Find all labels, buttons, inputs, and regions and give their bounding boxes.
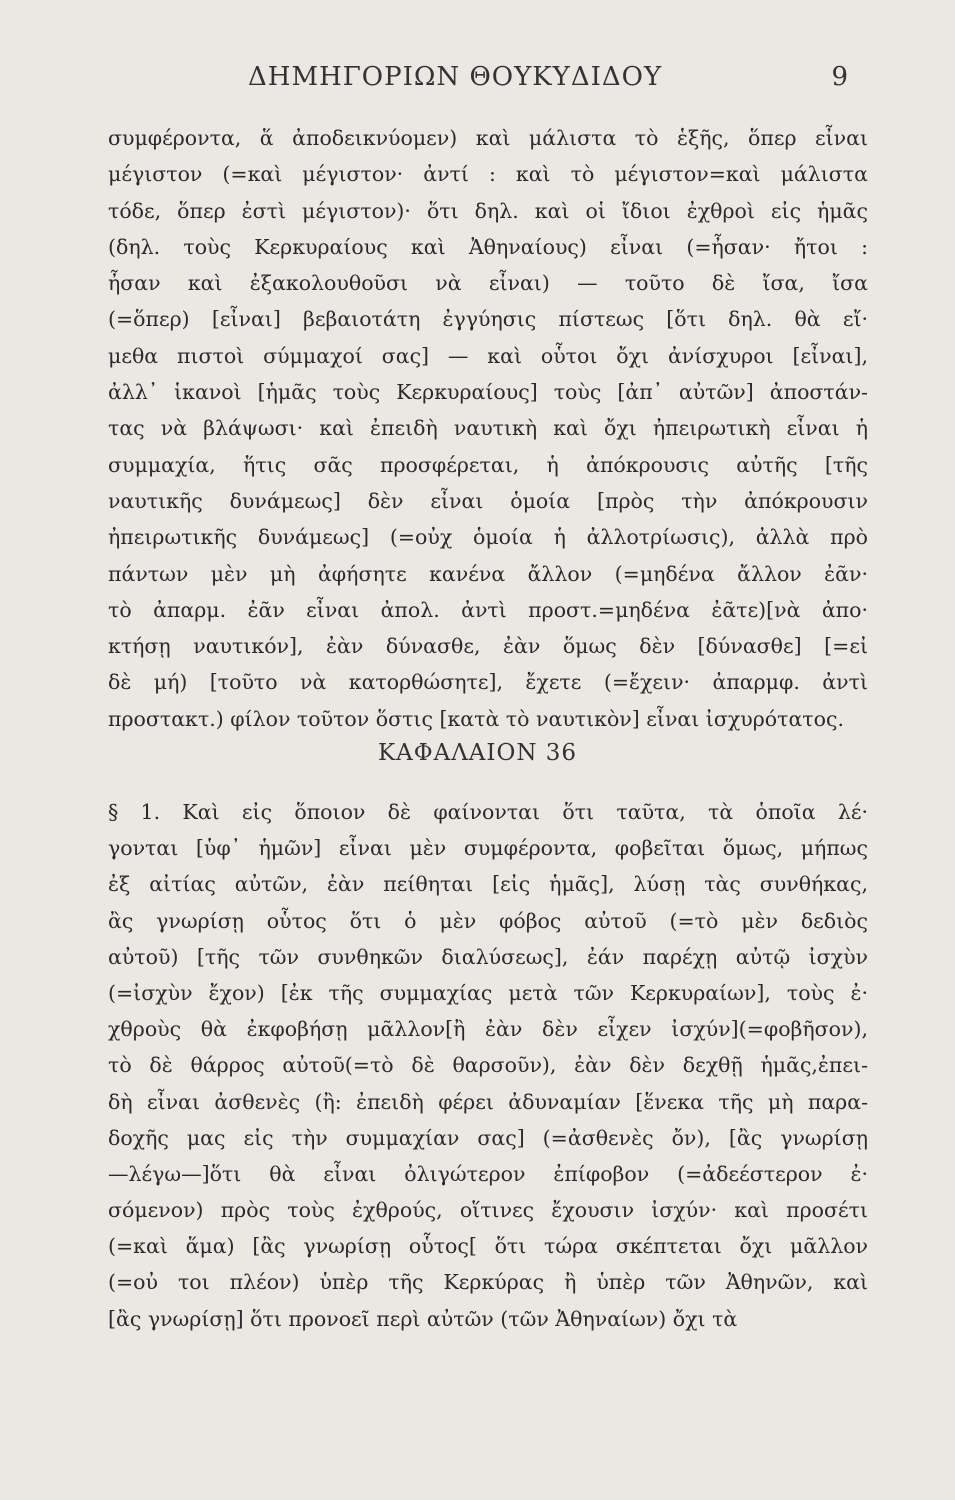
text-line: κτήσῃ ναυτικόν], ἐὰν δύνασθε, ἐὰν ὅμως δὲν [δύνασθε] [=εἰ [108, 634, 868, 659]
text-line: (=ἰσχὺν ἔχον) [ἐκ τῆς συμμαχίας μετὰ τῶν Κερκυραίων], τοὺς ἐ· [108, 980, 868, 1005]
text-line: ἠπειρωτικῆς δυνάμεως] (=οὐχ ὁμοία ἡ ἀλλοτρίωσις), ἀλλὰ πρὸ [108, 525, 868, 550]
text-line: [ἂς γνωρίσῃ] ὅτι προνοεῖ περὶ αὐτῶν (τῶν Ἀθηναίων) ὄχι τὰ [108, 1306, 738, 1331]
text-line: —λέγω—]ὅτι θὰ εἶναι ὀλιγώτερον ἐπίφοβον (=ἀδεέστερον ἐ· [108, 1161, 868, 1186]
text-line: δὴ εἶναι ἀσθενὲς (ἢ: ἐπειδὴ φέρει ἀδυναμίαν [ἕνεκα τῆς μὴ παρα- [108, 1089, 868, 1114]
text-line: ἂς γνωρίσῃ οὗτος ὅτι ὁ μὲν φόβος αὐτοῦ (=τὸ μὲν δεδιὸς [108, 908, 868, 933]
text-line: δὲ μή) [τοῦτο νὰ κατορθώσητε], ἔχετε (=ἔχειν· ἀπαρμφ. ἀντὶ [108, 670, 868, 695]
text-line: αὐτοῦ) [τῆς τῶν συνθηκῶν διαλύσεως], ἐάν παρέχῃ αὐτῷ ἰσχὺν [108, 944, 868, 969]
chapter-title: ΚΑΦΑΛΑΙΟΝ 36 [377, 740, 578, 766]
text-line: προστακτ.) φίλον τοῦτον ὅστις [κατὰ τὸ ναυτικὸν] εἶναι ἰσχυρότατος. [108, 706, 844, 731]
text-line: μεθα πιστοὶ σύμμαχοί σας] — καὶ οὗτοι ὄχι ἀνίσχυροι [εἶναι], [108, 343, 868, 368]
text-line: § 1. Καὶ εἰς ὅποιον δὲ φαίνονται ὅτι ταῦτα, τὰ ὁποῖα λέ· [108, 800, 868, 824]
text-line: τας νὰ βλάψωσι· καὶ ἐπειδὴ ναυτικὴ καὶ ὄχι ἠπειρωτικὴ εἶναι ἡ [108, 416, 868, 441]
text-line: τὸ ἀπαρμ. ἐᾶν εἶναι ἀπολ. ἀντὶ προστ.=μηδένα ἐᾶτε)[νὰ ἀπο· [108, 597, 868, 622]
text-line: ἦσαν καὶ ἐξακολουθοῦσι νὰ εἶναι) — τοῦτο δὲ ἴσα, ἴσα [108, 271, 868, 296]
text-line: ἐξ αἰτίας αὐτῶν, ἐὰν πείθηται [εἰς ἡμᾶς], λύσῃ τὰς συνθήκας, [108, 872, 868, 897]
text-block-2 [108, 794, 868, 1337]
text-line: συμφέροντα, ἅ ἀποδεικνύομεν) καὶ μάλιστα τὸ ἑξῆς, ὅπερ εἶναι [108, 126, 868, 150]
text-line: συμμαχία, ἥτις σᾶς προσφέρεται, ἡ ἀπόκρουσις αὐτῆς [τῆς [108, 452, 868, 477]
text-line: μέγιστον (=καὶ μέγιστον· ἀντί : καὶ τὸ μέγιστον=καὶ μάλιστα [108, 162, 868, 187]
text-line: γονται [ὑφ᾽ ἡμῶν] εἶναι μὲν συμφέροντα, φοβεῖται ὅμως, μήπως [108, 836, 868, 861]
text-line: πάντων μὲν μὴ ἀφήσητε κανένα ἄλλον (=μηδένα ἄλλον ἐᾶν· [108, 561, 868, 586]
text-line: τὸ δὲ θάρρος αὐτοῦ(=τὸ δὲ θαρσοῦν), ἐὰν δὲν δεχθῇ ἡμᾶς,ἐπει- [108, 1053, 868, 1078]
text-line: δοχῆς μας εἰς τὴν συμμαχίαν σας] (=ἀσθενὲς ὄν), [ἂς γνωρίσῃ [108, 1125, 868, 1150]
text-line: (=ὅπερ) [εἶναι] βεβαιοτάτη ἐγγύησις πίστεως [ὅτι δηλ. θὰ εἴ· [108, 307, 868, 332]
running-title: ΔΗΜΗΓΟΡΙΩΝ ΘΟΥΚΥΔΙΔΟΥ [248, 62, 663, 92]
page-number: 9 [831, 62, 848, 92]
text-line: (=καὶ ἅμα) [ἂς γνωρίσῃ οὗτος[ ὅτι τώρα σκέπτεται ὄχι μᾶλλον [108, 1234, 868, 1259]
text-line: σόμενον) πρὸς τοὺς ἐχθρούς, οἵτινες ἔχουσιν ἰσχύν· καὶ προσέτι [108, 1198, 868, 1223]
text-line: (=οὐ τοι πλέον) ὑπὲρ τῆς Κερκύρας ἢ ὑπὲρ τῶν Ἀθηνῶν, καὶ [108, 1270, 868, 1295]
text-line: χθροὺς θὰ ἐκφοβήσῃ μᾶλλον[ἢ ἐὰν δὲν εἶχεν ἰσχύν](=φοβῆσον), [108, 1017, 868, 1042]
text-line: (δηλ. τοὺς Κερκυραίους καὶ Ἀθηναίους) εἶναι (=ἦσαν· ἤτοι : [108, 234, 868, 259]
text-block-1 [108, 120, 868, 737]
page-header [108, 62, 848, 94]
text-line: τόδε, ὅπερ ἐστὶ μέγιστον)· ὅτι δηλ. καὶ οἱ ἴδιοι ἐχθροὶ εἰς ἡμᾶς [108, 198, 868, 223]
text-line: ἀλλ᾽ ἱκανοὶ [ἡμᾶς τοὺς Κερκυραίους] τοὺς [ἀπ᾽ αὐτῶν] ἀποστάν- [108, 380, 868, 405]
text-line: ναυτικῆς δυνάμεως] δὲν εἶναι ὁμοία [πρὸς τὴν ἀπόκρουσιν [108, 488, 868, 513]
